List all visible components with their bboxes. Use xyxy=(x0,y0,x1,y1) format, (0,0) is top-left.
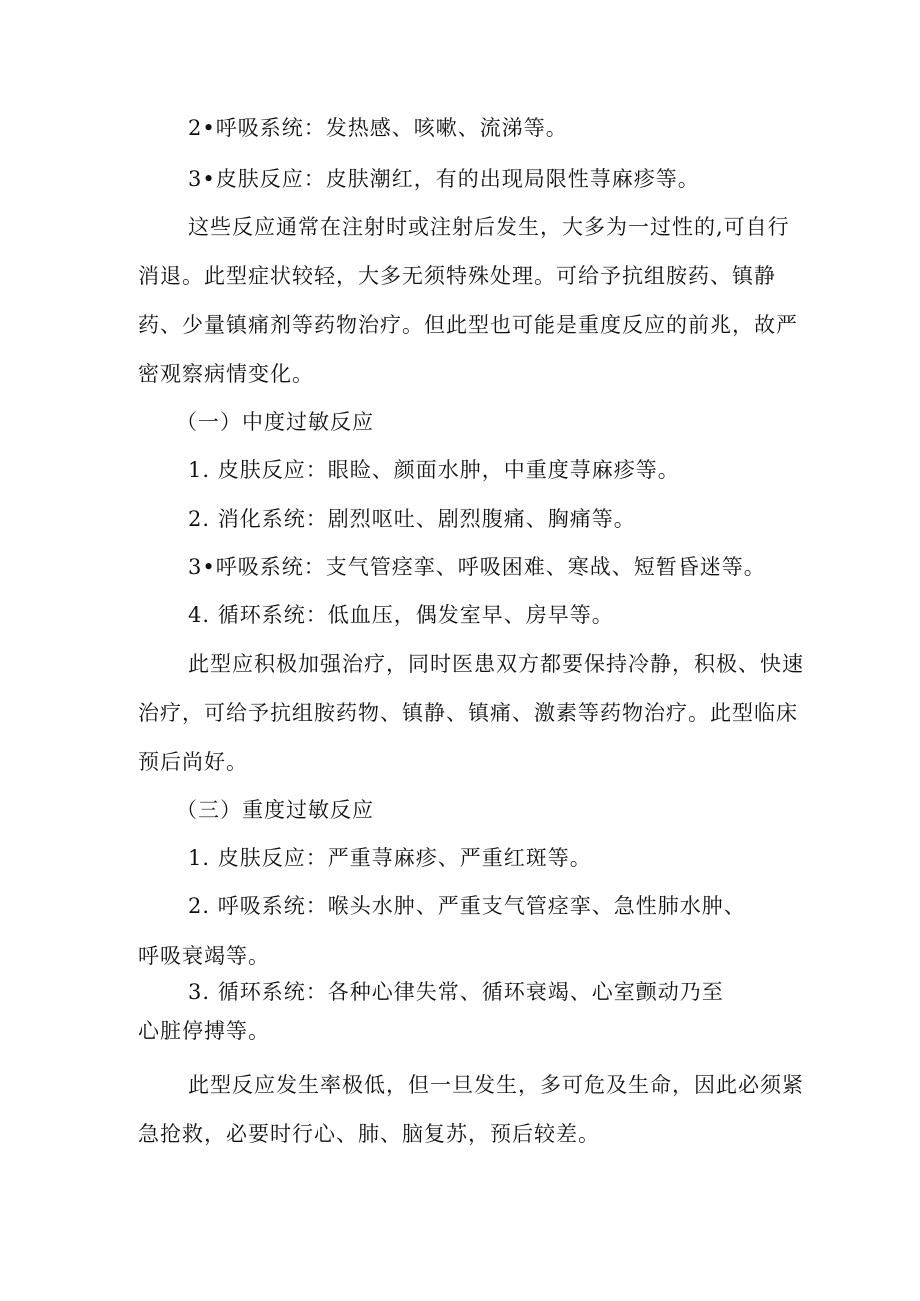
paragraph-line: 药、少量镇痛剂等药物治疗。但此型也可能是重度反应的前兆，故严 xyxy=(138,313,798,337)
list-item: 2. 呼吸系统：喉头水肿、严重支气管痉挛、急性肺水肿、 xyxy=(188,894,746,918)
paragraph-line: 3•皮肤反应：皮肤潮红，有的出现局限性荨麻疹等。 xyxy=(188,167,700,191)
list-item-continuation: 心脏停搏等。 xyxy=(138,1019,270,1043)
list-item: 3. 循环系统：各种心律失常、循环衰竭、心室颤动乃至 xyxy=(188,980,724,1004)
list-item: 1. 皮肤反应：眼睑、颜面水肿，中重度荨麻疹等。 xyxy=(188,458,680,482)
list-item: 1. 皮肤反应：严重荨麻疹、严重红斑等。 xyxy=(188,846,592,870)
section-heading: （三）重度过敏反应 xyxy=(176,798,374,822)
section-heading: （一）中度过敏反应 xyxy=(176,410,374,434)
paragraph-line: 这些反应通常在注射时或注射后发生，大多为一过性的,可自行 xyxy=(188,215,790,239)
paragraph-line: 此型应积极加强治疗，同时医患双方都要保持冷静，积极、快速 xyxy=(188,652,804,676)
paragraph-line: 此型反应发生率极低，但一旦发生，多可危及生命，因此必须紧 xyxy=(188,1073,804,1097)
paragraph-line: 急抢救，必要时行心、肺、脑复苏，预后较差。 xyxy=(138,1122,600,1146)
paragraph-line: 预后尚好。 xyxy=(138,750,248,774)
paragraph-line: 密观察病情变化。 xyxy=(138,362,314,386)
list-item: 3•呼吸系统：支气管痉挛、呼吸困难、寒战、短暂昏迷等。 xyxy=(188,555,766,579)
paragraph-line: 2•呼吸系统：发热感、咳嗽、流涕等。 xyxy=(188,116,568,140)
list-item: 4. 循环系统：低血压，偶发室早、房早等。 xyxy=(188,603,614,627)
paragraph-line: 治疗，可给予抗组胺药物、镇静、镇痛、激素等药物治疗。此型临床 xyxy=(138,701,798,725)
list-item-continuation: 呼吸衰竭等。 xyxy=(138,944,270,968)
list-item: 2. 消化系统：剧烈呕吐、剧烈腹痛、胸痛等。 xyxy=(188,507,636,531)
paragraph-line: 消退。此型症状较轻，大多无须特殊处理。可给予抗组胺药、镇静 xyxy=(138,264,776,288)
